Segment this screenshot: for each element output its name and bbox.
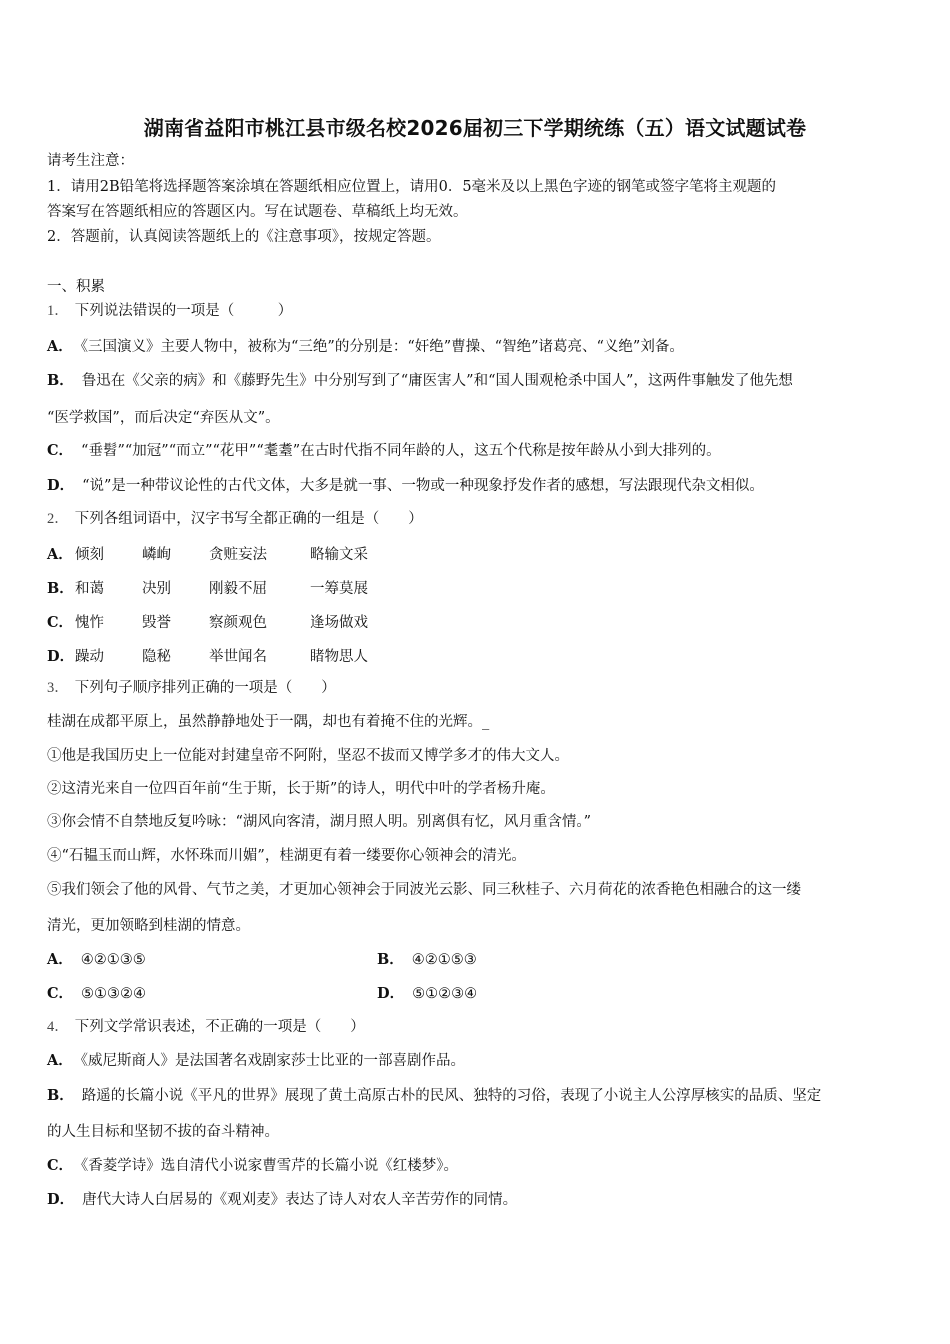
word-4: 一筹莫展 xyxy=(310,581,368,597)
question-text: 下列各组词语中，汉字书写全都正确的一组是（ ） xyxy=(74,511,423,527)
q3-sentence-2: ②这清光来自一位四百年前“生于斯，长于斯”的诗人，明代中叶的学者杨升庵。 xyxy=(47,781,555,797)
option-label: A． xyxy=(47,1052,73,1069)
word-1: 和蔼 xyxy=(75,581,104,597)
question-4-stem xyxy=(47,1017,365,1037)
word-2: 嶙峋 xyxy=(142,547,171,563)
word-3: 刚毅不屈 xyxy=(209,581,267,597)
option-label: D． xyxy=(47,477,75,494)
q4-option-b-cont: 的人生目标和坚韧不拔的奋斗精神。 xyxy=(47,1124,279,1140)
option-text: ⑤①②③④ xyxy=(412,986,478,1002)
notice-line-1a: 1．请用2B铅笔将选择题答案涂填在答题纸相应位置上，请用0．5毫米及以上黑色字迹的钢笔或签字笔将主观题的 xyxy=(47,179,777,195)
option-label: D． xyxy=(47,1191,75,1208)
question-2-stem xyxy=(47,509,423,529)
q4-option-b xyxy=(47,1086,821,1106)
question-text: 下列句子顺序排列正确的一项是（ ） xyxy=(74,680,336,696)
q3-option-a xyxy=(47,950,146,970)
q3-intro: 桂湖在成都平原上，虽然静静地处于一隅，却也有着掩不住的光辉。_ xyxy=(47,714,490,730)
word-4: 略输文采 xyxy=(310,547,368,563)
option-label: B． xyxy=(47,1087,74,1104)
q1-option-b xyxy=(47,371,793,391)
page-title: 湖南省益阳市桃江县市级名校2026届初三下学期统练（五）语文试题试卷 xyxy=(143,116,807,140)
option-text: “说”是一种带议论性的古代文体，大多是就一事、一物或一种现象抒发作者的感想，写法跟现代杂文相似。 xyxy=(82,478,764,494)
option-text: ④②①⑤③ xyxy=(411,952,477,968)
q3-option-b xyxy=(377,950,477,970)
q1-option-d xyxy=(47,476,764,496)
q3-option-d xyxy=(377,984,477,1004)
option-label: B． xyxy=(47,580,74,597)
option-label: D． xyxy=(377,985,405,1002)
option-label: C． xyxy=(47,985,74,1002)
question-1-stem xyxy=(47,301,292,321)
option-text: 《威尼斯商人》是法国著名戏剧家莎士比亚的一部喜剧作品。 xyxy=(80,1053,466,1069)
q1-option-c xyxy=(47,441,721,461)
word-3: 贪赃妄法 xyxy=(209,547,267,563)
word-1: 倾刻 xyxy=(75,547,104,563)
word-2: 决别 xyxy=(142,581,171,597)
question-text: 下列说法错误的一项是（ ） xyxy=(74,303,293,319)
option-label: A． xyxy=(47,951,73,968)
q3-sentence-3: ③你会情不自禁地反复吟咏：“湖风向客清，湖月照人明。别离俱有忆，风月重含情。” xyxy=(47,814,592,830)
q1-option-a xyxy=(47,337,684,357)
option-text: 鲁迅在《父亲的病》和《藤野先生》中分别写到了“庸医害人”和“国人围观枪杀中国人”，这两件事触发了他先想 xyxy=(81,373,793,389)
word-4: 睹物思人 xyxy=(310,649,368,665)
q3-sentence-5: ⑤我们领会了他的风骨、气节之美，才更加心领神会于同波光云影、同三秋桂子、六月荷花的浓香艳色相融合的这一缕 xyxy=(47,882,801,898)
word-3: 察颜观色 xyxy=(209,615,267,631)
notice-line-2: 2．答题前，认真阅读答题纸上的《注意事项》，按规定答题。 xyxy=(47,229,441,245)
option-label: C． xyxy=(47,1157,74,1174)
option-label: B． xyxy=(377,951,404,968)
option-text: 《三国演义》主要人物中，被称为“三绝”的分别是：“奸绝”曹操、“智绝”诸葛亮、“义绝”刘备。 xyxy=(80,339,684,355)
question-number: 4． xyxy=(47,1019,69,1035)
q3-sentence-1: ①他是我国历史上一位能对封建皇帝不阿附，坚忍不拔而又博学多才的伟大文人。 xyxy=(47,748,569,764)
option-label: C． xyxy=(47,442,74,459)
notice-line-1b: 答案写在答题纸相应的答题区内。写在试题卷、草稿纸上均无效。 xyxy=(47,204,468,220)
section-heading: 一、积累 xyxy=(47,279,105,295)
option-label: C． xyxy=(47,614,74,631)
option-label: A． xyxy=(47,338,73,355)
option-text: “垂髫”“加冠”“而立”“花甲”“耄耋”在古时代指不同年龄的人，这五个代称是按年龄从小到大排列的。 xyxy=(81,443,721,459)
question-number: 3． xyxy=(47,680,69,696)
option-label: D． xyxy=(47,648,75,665)
option-text: 路遥的长篇小说《平凡的世界》展现了黄土高原古朴的民风、独特的习俗，表现了小说主人公淳厚核实的品质、坚定 xyxy=(81,1088,822,1104)
option-text: ④②①③⑤ xyxy=(80,952,146,968)
q1-option-b-cont: “医学救国”，而后决定“弃医从文”。 xyxy=(47,410,280,426)
word-2: 毁誉 xyxy=(142,615,171,631)
word-3: 举世闻名 xyxy=(209,649,267,665)
question-number: 1． xyxy=(47,303,69,319)
option-label: B． xyxy=(47,372,74,389)
q3-sentence-4: ④“石韫玉而山辉，水怀珠而川媚”，桂湖更有着一缕要你心领神会的清光。 xyxy=(47,848,526,864)
question-3-stem xyxy=(47,678,336,698)
option-text: ⑤①③②④ xyxy=(81,986,147,1002)
word-1: 躁动 xyxy=(75,649,104,665)
q4-option-c xyxy=(47,1156,458,1176)
question-number: 2． xyxy=(47,511,69,527)
option-text: 唐代大诗人白居易的《观刈麦》表达了诗人对农人辛苦劳作的同情。 xyxy=(82,1192,518,1208)
word-1: 愧怍 xyxy=(75,615,104,631)
q4-option-d xyxy=(47,1190,517,1210)
q4-option-a xyxy=(47,1051,465,1071)
option-label: A． xyxy=(47,546,73,563)
option-text: 《香菱学诗》选自清代小说家曹雪芹的长篇小说《红楼梦》。 xyxy=(81,1158,459,1174)
q3-sentence-5-cont: 清光，更加领略到桂湖的情意。 xyxy=(47,918,250,934)
q3-option-c xyxy=(47,984,146,1004)
word-4: 逢场做戏 xyxy=(310,615,368,631)
notice-heading: 请考生注意： xyxy=(47,153,134,169)
word-2: 隐秘 xyxy=(142,649,171,665)
question-text: 下列文学常识表述，不正确的一项是（ ） xyxy=(74,1019,365,1035)
